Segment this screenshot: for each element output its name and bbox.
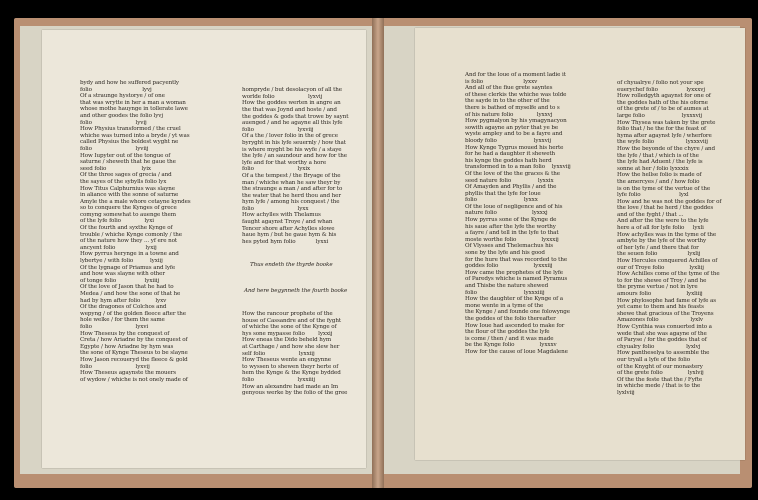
text-line: there is bathed of myselfe and to s: [465, 104, 560, 111]
left-page-column-2: [242, 74, 366, 410]
text-line: How Ioue had ascended to make for: [465, 322, 565, 329]
text-line: whiche was turned into a bryde / yt was: [80, 132, 190, 139]
text-line: How achylles was in the tyme of the: [617, 231, 717, 238]
text-line: Of the the feste that the / Fyfte: [617, 376, 703, 383]
text-line: his kynge the goddes hath herd: [465, 157, 552, 164]
text-line: Of the lygnage of Priamus and lyfe: [80, 264, 176, 271]
text-line: house of Cassandre and of the fyght: [242, 317, 341, 324]
text-line: the lyfe / an saundour and how for the: [242, 153, 347, 160]
text-line: yet came to them and his feasts: [617, 304, 704, 311]
text-line: lyxlviij: [617, 389, 635, 396]
book-four-begin-heading: And here begynneth the fourth booke: [244, 287, 348, 294]
text-line: folio lyxxiiij: [242, 376, 316, 383]
left-page: [42, 30, 366, 468]
text-line: How the daughter of the Kynge of a: [465, 296, 564, 303]
text-line: folio lyxvij: [80, 363, 150, 370]
text-line: here a of all for lyfe folio lyxli: [617, 225, 704, 232]
text-line: Of the love of the the graces & the: [465, 170, 560, 177]
right-page-column-2: [617, 80, 737, 397]
text-line: How pyrrus herynge in a towne and: [80, 251, 179, 258]
text-line: comyng somewhat to auenge them: [80, 211, 176, 218]
text-line: sowith agayne an pyter that ye be: [465, 124, 559, 131]
text-line: Creta / how Ariadne by the conquest of: [80, 337, 188, 344]
text-line: called Physius the boldest wyght ne: [80, 139, 179, 146]
text-line: euerychef folio lyxxxvj: [617, 86, 705, 93]
text-line: hole welke / for them the same: [80, 317, 165, 324]
text-line: and of the fyght / that ...: [617, 211, 684, 218]
text-line: How came the prophetes of the lyfe: [465, 269, 564, 276]
text-line: man / whiche whan he saw theyr by: [242, 179, 341, 186]
text-line: Of the fourth and syxthe Kynge of: [80, 225, 173, 232]
text-line: lybertye / with folio lyxiij: [80, 258, 163, 265]
text-line: the that was Joynd and hoste / and: [242, 106, 337, 113]
text-line: the wyfe folio lyxxxviij: [617, 139, 708, 146]
text-line: transformed in to a man folio lyxxviij: [465, 164, 571, 171]
text-line: folio lyxxxiiij: [465, 289, 545, 296]
text-line: bloody folio lyxxvij: [465, 137, 551, 144]
text-line: Tencer shore after Achylles slowe: [242, 225, 335, 232]
text-line: of chyualrye / folio not your spe: [617, 80, 704, 86]
text-line: the Kynge / and founde one folowynge: [465, 309, 570, 316]
text-line: folio lyvj: [80, 86, 152, 93]
text-line: be the Kynge folio lyxxxv: [465, 342, 557, 349]
text-line: folio lyxxx: [465, 197, 538, 204]
text-line: Medea / and how the sone of that he: [80, 291, 181, 297]
text-line: sonne at her / folio lyxxxix: [617, 165, 689, 172]
text-line: a fayre / and tell in the lyfe to that: [465, 230, 559, 237]
text-line: Egypte / how Ariadne by hym was: [80, 343, 174, 350]
text-line: of the Knyght of our monastery: [617, 363, 703, 370]
right-page-column-1: [465, 72, 600, 356]
text-line: and other goodes the folio lyvj: [80, 112, 163, 119]
text-line: and Thisbe the nature shewed: [465, 283, 549, 289]
text-line: ambyte by the lyfe of the worthy: [617, 238, 707, 245]
text-line: is where myght be his wyfe / a staye: [242, 146, 342, 153]
text-line: Of a straunge hystorye / of one: [80, 93, 165, 100]
text-line: is folio lyxxv: [465, 78, 538, 85]
text-line: How and he was not the goddes for of: [617, 198, 722, 205]
text-line: Of a the tempest / the Bryage of the: [242, 172, 341, 179]
text-line: moste worthe folio lyxxxij: [465, 236, 559, 243]
text-line: How for the cause of loue Magdalene: [465, 348, 568, 355]
text-line: the sayes of the sybylls folio lyx: [80, 178, 167, 185]
text-line: of the lyfe folio lyxi: [80, 218, 154, 225]
text-line: folio lyxvi: [80, 323, 149, 330]
text-line: of the grete folio lyxlvij: [617, 370, 704, 377]
text-line: is come / then / and it was made: [465, 335, 554, 342]
text-line: How Physius transformed / the cruel: [80, 126, 181, 133]
text-line: Amazones folio lyxlv: [617, 317, 703, 324]
text-line: for he had a daughter it sheweth: [465, 151, 556, 158]
text-line: in whiche mede / that is to the: [617, 383, 701, 390]
text-line: wede that she was agayne of the: [617, 330, 707, 337]
text-line: saturne / sheweth that he gaue the: [80, 159, 176, 166]
text-line: lyfe folio lyxl: [617, 192, 689, 199]
text-line: of his nature folio lyxxvj: [465, 111, 553, 118]
text-line: How Achilles come of the tyme of the: [617, 271, 720, 278]
text-line: wyste ampley and to be a fayre and: [465, 131, 563, 138]
text-line: phyllis that the lyfe for loue: [465, 190, 541, 197]
text-line: our tryall a lyfe of the folio: [617, 356, 690, 363]
text-line: hompryde / but desolacyon of all the: [242, 87, 342, 94]
text-line: How Theseus by the conquest of: [80, 330, 170, 337]
text-line: the goddes of the folio thereafter: [465, 315, 556, 322]
text-line: faught agaynst Troye / and whan: [242, 219, 333, 226]
text-line: of the grete of / to be of aumes at: [617, 106, 709, 113]
text-line: How the beyonde of the chyre / and: [617, 145, 716, 152]
text-line: lyfe and for that worthy a hore: [242, 159, 327, 166]
text-line: self folio lyxxiij: [242, 350, 315, 357]
text-line: How Cynthia was conuerted into a: [617, 323, 712, 330]
text-line: had by hym after folio lyxv: [80, 297, 167, 304]
text-line: And for the loue of a moment ladie it: [465, 72, 566, 78]
text-line: How Titus Calphurnius was slayne: [80, 185, 175, 192]
text-line: whose mothe hauynge in tollerate lawe: [80, 106, 188, 113]
text-line: the pryme vertue / not in lyre: [617, 284, 698, 291]
text-line: How an alexandre had made an Im: [242, 383, 339, 390]
text-line: How Thysea was taken by the grete: [617, 119, 716, 126]
text-line: at Carthage / and how she slew her: [242, 343, 340, 350]
text-line: hes pyted hym folio lyxxi: [242, 238, 329, 245]
text-line: How Theseus wente an engynne: [242, 357, 332, 364]
text-line: worlde folio lyxvij: [242, 93, 323, 100]
text-line: How pyrrus sone of the Kynge de: [465, 217, 557, 224]
text-line: nature folio lyxxxj: [465, 210, 548, 217]
text-line: How Iupyter out of the tongue of: [80, 152, 171, 159]
text-line: seed folio lyix: [80, 165, 151, 172]
text-line: seed nature folio lyxxix: [465, 177, 554, 184]
text-line: haue hym / but he gaue hym & his: [242, 232, 337, 239]
text-line: How pygmalyon by his ymagynacyon: [465, 118, 567, 125]
text-line: How Kynge Tygrus moued his herte: [465, 144, 564, 151]
text-line: shewe that gracious of the Troyens: [617, 310, 714, 317]
text-line: the love / that he herd / the goddes: [617, 205, 714, 212]
text-line: folio lyxix: [242, 166, 311, 173]
text-line: goddes folio lyxxxiij: [465, 263, 553, 270]
text-line: the lyfe had Aduent / the lyfe is: [617, 159, 703, 166]
text-line: wepyng / of the golden fleece after the: [80, 310, 187, 317]
text-line: Of the loue of negligence and of his: [465, 203, 563, 210]
text-line: in aliance with the sonne of saturne: [80, 192, 179, 199]
text-line: Amyle the a male whore cetayne kyndes: [80, 198, 191, 205]
text-line: folio lyxx: [242, 205, 309, 212]
text-line: Of the dragones of Colchos and: [80, 304, 167, 311]
text-line: chyualry folio lyxlvj: [617, 343, 701, 350]
text-line: And after the the were to the lyfe: [617, 218, 709, 225]
text-line: Of Amayden and Phyllis / and the: [465, 184, 557, 191]
text-line: folio lyvij: [80, 119, 147, 126]
text-line: the goddes hath of the his oforne: [617, 99, 708, 106]
text-line: his saue after the lyfe the worthy: [465, 223, 556, 230]
text-line: genyous werke by the folio of the gree: [242, 390, 348, 397]
text-line: the sayde in to the other of the: [465, 98, 550, 105]
text-line: folio lyviij: [80, 145, 149, 152]
text-line: amours folio lyxliiij: [617, 291, 703, 297]
text-line: bydy and how he suffered pacyently: [80, 80, 179, 86]
text-line: hym lyfe / among his conquest / the: [242, 199, 340, 206]
text-line: How the goddes werten in angre an: [242, 100, 341, 107]
text-line: Of the three sages of grecia / and: [80, 172, 172, 179]
text-line: of the nature how they ... yf ere not: [80, 238, 178, 245]
text-line: hys sone mypasse folio lyxxij: [242, 330, 333, 337]
text-line: ancyent folio lyxij: [80, 244, 157, 251]
text-line: our of Troye folio lyxliij: [617, 264, 704, 271]
text-line: How phylosophe had fame of lyfe as: [617, 297, 717, 304]
text-line: of Paredys whiche is named Pyramus: [465, 276, 568, 283]
text-line: folio that / he the for the feast of: [617, 126, 706, 133]
text-line: to wyssen to shewen theyr herte of: [242, 363, 339, 370]
text-line: How the hellse folio is made of: [617, 172, 702, 179]
text-line: Of a the / lover folio in the of grece: [242, 133, 338, 140]
text-line: for the hure that was recorded to the: [465, 256, 568, 263]
left-page-column-1: [80, 80, 210, 383]
text-line: How rolledgyth agaynst for one of: [617, 93, 711, 100]
text-line: auenged / and he agayne all this lyfe: [242, 120, 343, 127]
text-line: hyma after agaynst lyfe / wherfore: [617, 132, 712, 139]
text-line: of these clerkis the whiche was tolde: [465, 91, 567, 98]
text-line: How eneas the Dido beheld hym: [242, 337, 332, 344]
book-three-end-heading: Thus endeth the thyrde booke: [250, 261, 333, 268]
text-line: of tonge folio lyxiiij: [80, 277, 160, 284]
text-line: How pantheselya to assemble the: [617, 350, 710, 357]
text-line: of whiche the sone of the Kynge of: [242, 324, 337, 331]
text-line: large folio lyxxxvij: [617, 112, 702, 119]
text-line: How Jason recoueryd the fleece & gold: [80, 356, 188, 363]
text-line: sone by the lyfe and his good: [465, 250, 545, 257]
text-line: the seuen folio lyxlij: [617, 251, 701, 258]
text-line: trouble / whiche Kynge comonly / the: [80, 231, 182, 238]
text-line: and how was slayne with other: [80, 271, 165, 278]
text-line: How the rancour prophete of the: [242, 311, 333, 317]
text-line: of Paryse / for the goddes that of: [617, 337, 707, 344]
text-line: folio lyxviij: [242, 126, 314, 133]
text-line: the lyfe / that / which is of the: [617, 152, 699, 159]
text-line: byryght in his lyfe seuernly / how that: [242, 139, 346, 146]
text-line: the sone of Kynge Theseus to be slayne: [80, 350, 188, 357]
text-line: to for the shewe of Troy / and he: [617, 277, 707, 284]
text-line: of wydow / whiche is not onely made of: [80, 376, 188, 383]
text-line: How achylles with Thelamus: [242, 212, 321, 219]
text-line: hem the Kynge & the Kynge bydded: [242, 370, 341, 377]
text-line: And all of the fiue grete sayntes: [465, 85, 553, 92]
text-line: the straunge a man / and after for to: [242, 186, 343, 193]
text-line: How Theseus agaynste the mouers: [80, 370, 177, 377]
text-line: that was wrytte in her a man a woman: [80, 99, 186, 106]
text-line: the flour of the goddes the lyfe: [465, 329, 550, 336]
text-line: the amercyes / and / how folio: [617, 178, 700, 185]
text-line: mone wente in a tyme of the: [465, 302, 544, 309]
text-line: the goddes & gods that trowe by saynt: [242, 113, 349, 120]
text-line: Of the love of Jason that he had to: [80, 284, 174, 291]
text-line: is on the tyme of the vertue of the: [617, 185, 711, 192]
text-line: of her lyfe / and there that for: [617, 244, 699, 251]
right-page: [415, 28, 745, 460]
text-line: the water that he herd thou and her: [242, 192, 341, 199]
text-line: How Hercules conquered Achilles of: [617, 258, 718, 265]
text-line: so to conquere the Kynges of grece: [80, 205, 177, 212]
text-line: Of Vlysses and Thelemachus his: [465, 243, 554, 250]
book-gutter: [372, 18, 384, 488]
